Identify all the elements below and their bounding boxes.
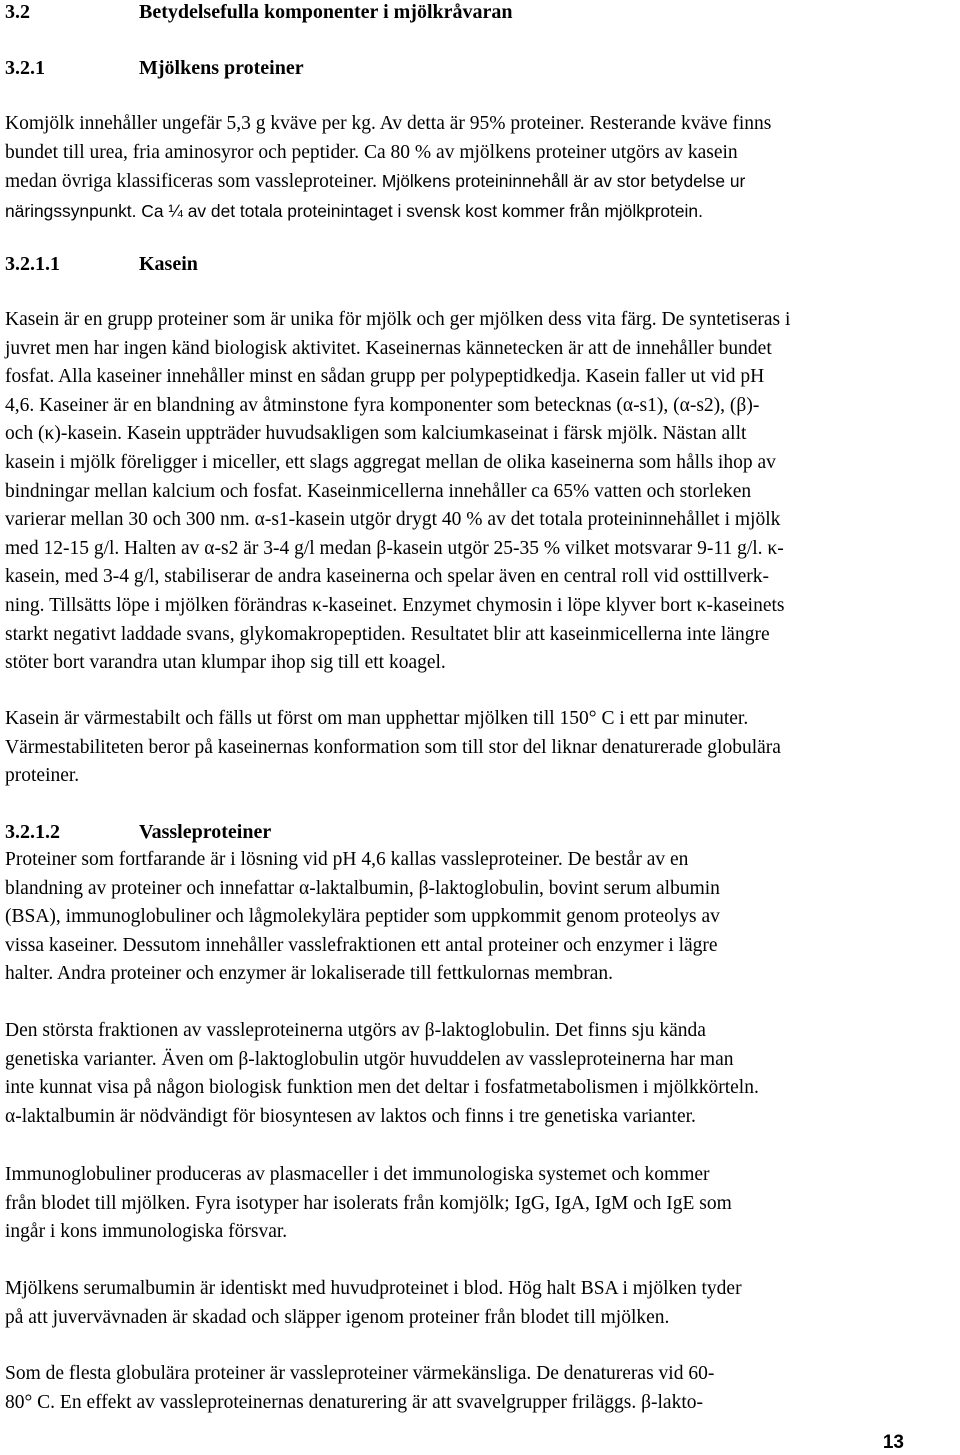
- paragraph-serum-albumin: [5, 1275, 742, 1332]
- text-line: (BSA), immunoglobuliner och lågmolekylära peptider som uppkommit genom proteolys av: [5, 906, 720, 928]
- text-line: stöter bort varandra utan klumpar ihop sig till ett koagel.: [5, 652, 446, 674]
- section-heading-3-2-1-2: [5, 818, 271, 847]
- paragraph-milk-proteins: [5, 110, 771, 225]
- text-line: kasein, med 3-4 g/l, stabiliserar de andra kaseinerna och spelar även en central roll vid osttillverk-: [5, 566, 770, 588]
- paragraph-whey-proteins: [5, 846, 720, 989]
- text-line: juvret men har ingen känd biologisk aktivitet. Kaseinernas kännetecken är att de innehåller bundet: [5, 337, 772, 359]
- section-number: 3.2.1: [5, 57, 45, 79]
- section-title: Kasein: [139, 253, 198, 275]
- text-line: Den största fraktionen av vassleproteinerna utgörs av β-laktoglobulin. Det finns sju kända: [5, 1020, 706, 1041]
- text-line: genetiska varianter. Även om β-laktoglobulin utgör huvuddelen av vassleproteinerna har man: [5, 1048, 734, 1070]
- text-line: Som de flesta globulära proteiner är vassleproteiner värmekänsliga. De denatureras vid 60-: [5, 1363, 715, 1384]
- section-number: 3.2: [5, 1, 30, 23]
- text-line: bundet till urea, fria aminosyror och peptider. Ca 80 % av mjölkens proteiner utgörs av kasein: [5, 141, 738, 163]
- text-line: 4,6. Kaseiner är en blandning av åtminstone fyra komponenter som betecknas (α-s1), (α-s2), (β)-: [5, 394, 760, 416]
- text-line: [5, 167, 771, 197]
- text-line-sans: näringssynpunkt. Ca ¼ av det totala proteinintaget i svensk kost kommer från mjölkprotein.: [5, 200, 703, 221]
- text-line: starkt negativt laddade svans, glykomakropeptiden. Resultatet blir att kaseinmicellerna inte längre: [5, 623, 770, 645]
- text-line: Immunoglobuliner produceras av plasmaceller i det immunologiska systemet och kommer: [5, 1164, 710, 1185]
- text-segment-sans: Mjölkens proteininnehåll är av stor betydelse ur: [377, 171, 746, 192]
- text-line: Proteiner som fortfarande är i lösning vid pH 4,6 kallas vassleproteiner. De består av en: [5, 849, 689, 870]
- paragraph-immunoglobulins: [5, 1161, 732, 1247]
- section-number: 3.2.1.2: [5, 821, 60, 843]
- text-line: Värmestabiliteten beror på kaseinernas konformation som till stor del liknar denaturerade globulära: [5, 736, 781, 758]
- text-line: Kasein är värmestabilt och fälls ut först om man upphettar mjölken till 150° C i ett par minuter.: [5, 708, 749, 729]
- text-line: blandning av proteiner och innefattar α-laktalbumin, β-laktoglobulin, bovint serum albumin: [5, 877, 720, 899]
- text-line: α-laktalbumin är nödvändigt för biosyntesen av laktos och finns i tre genetiska varianter.: [5, 1105, 696, 1127]
- text-line: bindningar mellan kalcium och fosfat. Kaseinmicellerna innehåller ca 65% vatten och storleken: [5, 480, 752, 502]
- section-number: 3.2.1.1: [5, 253, 60, 275]
- text-line: kasein i mjölk föreligger i miceller, ett slags aggregat mellan de olika kaseinerna som hålls ihop av: [5, 451, 776, 473]
- text-line: vissa kaseiner. Dessutom innehåller vasslefraktionen ett antal proteiner och enzymer i lägre: [5, 934, 718, 956]
- text-segment: medan övriga klassificeras som vassleproteiner.: [5, 171, 378, 193]
- text-line: Kasein är en grupp proteiner som är unika för mjölk och ger mjölken dess vita färg. De syntetiseras i: [5, 309, 791, 330]
- text-line: Komjölk innehåller ungefär 5,3 g kväve per kg. Av detta är 95% proteiner. Resterande kväve finns: [5, 113, 772, 134]
- section-title: Vassleproteiner: [139, 821, 272, 843]
- text-line: 80° C. En effekt av vassleproteinernas denaturering är att svavelgrupper friläggs. β-lakto-: [5, 1391, 703, 1413]
- section-heading-3-2-1-1: [5, 250, 198, 279]
- text-line: fosfat. Alla kaseiner innehåller minst en sådan grupp per polypeptidkedja. Kasein faller ut vid pH: [5, 366, 765, 388]
- paragraph-casein: [5, 306, 790, 678]
- paragraph-beta-lactoglobulin: [5, 1017, 759, 1131]
- text-line: halter. Andra proteiner och enzymer är lokaliserade till fettkulornas membran.: [5, 963, 614, 985]
- paragraph-casein-heat: [5, 705, 781, 791]
- page-number: 13: [882, 1432, 904, 1453]
- text-line: ingår i kons immunologiska försvar.: [5, 1221, 288, 1243]
- text-line: Mjölkens serumalbumin är identiskt med huvudproteinet i blod. Hög halt BSA i mjölken tyder: [5, 1278, 742, 1299]
- text-line: proteiner.: [5, 765, 80, 787]
- text-line: på att juvervävnaden är skadad och släpper igenom proteiner från blodet till mjölken.: [5, 1306, 670, 1328]
- section-heading-3-2: [5, 0, 513, 27]
- section-title: Mjölkens proteiner: [139, 57, 304, 79]
- paragraph-heat-sensitivity: [5, 1360, 714, 1417]
- section-title: Betydelsefulla komponenter i mjölkråvaran: [139, 1, 513, 23]
- text-line: inte kunnat visa på någon biologisk funktion men det deltar i fosfatmetabolismen i mjölkkörteln.: [5, 1077, 759, 1099]
- text-line: och (κ)-kasein. Kasein uppträder huvudsakligen som kalciumkaseinat i färsk mjölk. Nästan allt: [5, 423, 747, 445]
- section-heading-3-2-1: [5, 54, 304, 83]
- text-line: med 12-15 g/l. Halten av α-s2 är 3-4 g/l medan β-kasein utgör 25-35 % vilket motsvarar 9-11 g/l. κ-: [5, 537, 784, 559]
- text-line: varierar mellan 30 och 300 nm. α-s1-kasein utgör drygt 40 % av det totala proteininnehållet i mjölk: [5, 509, 781, 531]
- text-line: ning. Tillsätts löpe i mjölken förändras κ-kaseinet. Enzymet chymosin i löpe klyver bort κ-kaseinets: [5, 594, 785, 616]
- text-line: från blodet till mjölken. Fyra isotyper har isolerats från komjölk; IgG, IgA, IgM och IgE som: [5, 1192, 732, 1214]
